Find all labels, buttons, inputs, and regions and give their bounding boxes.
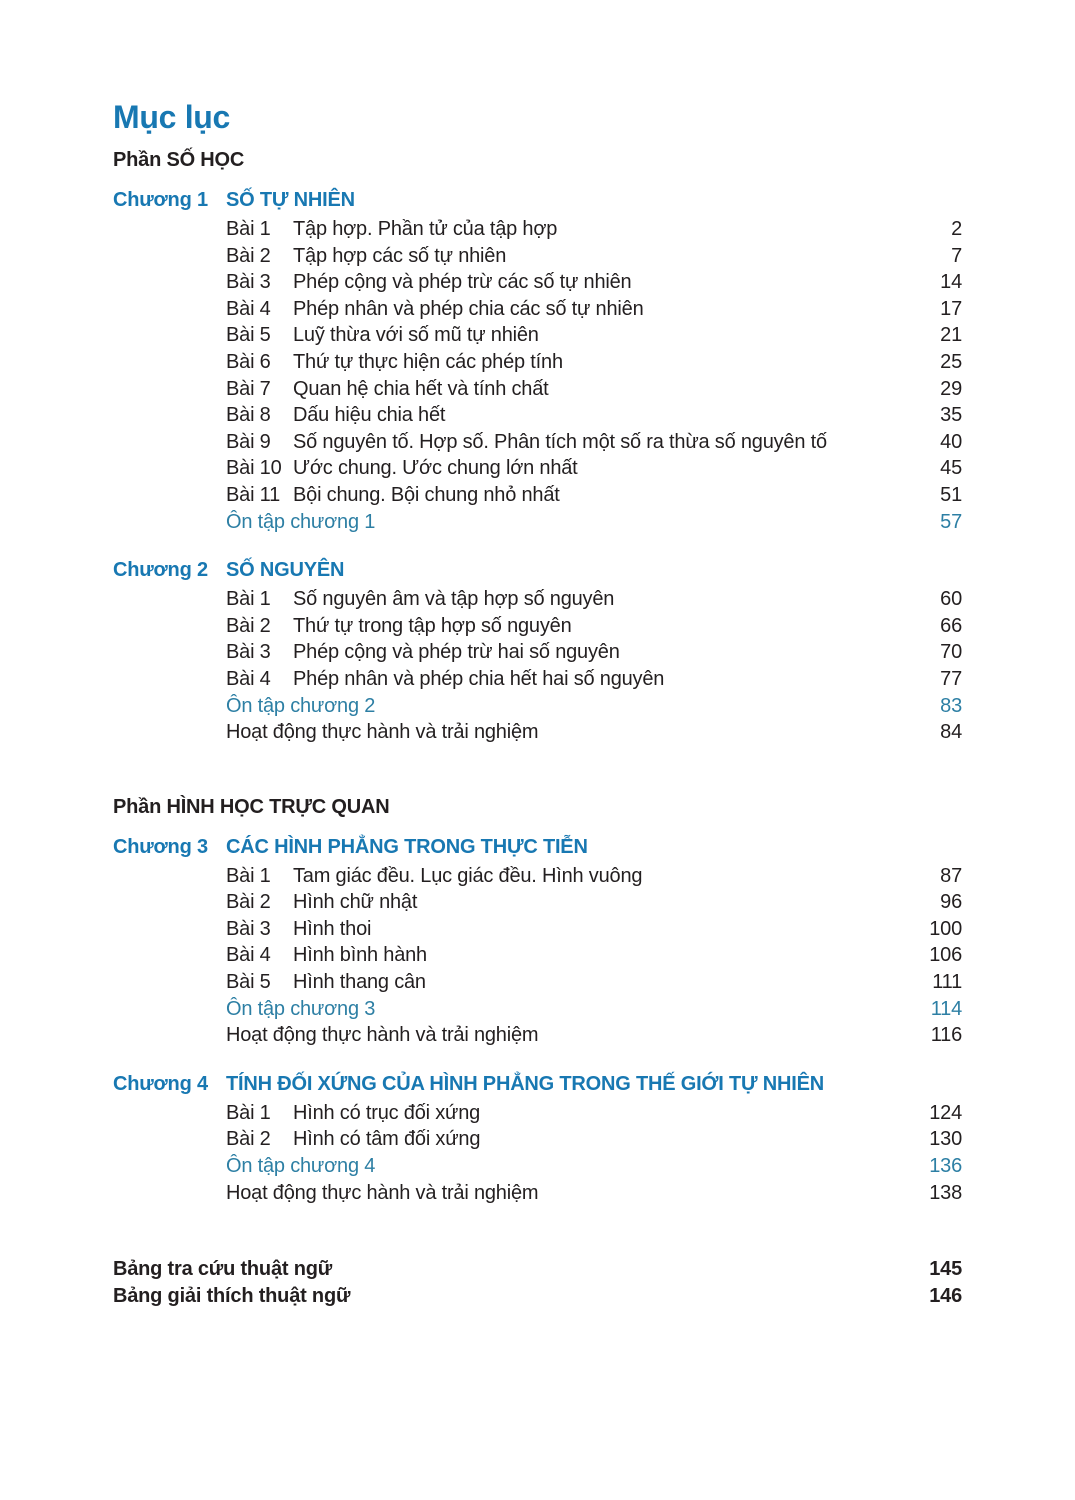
toc-row	[113, 429, 962, 456]
chapter-heading	[113, 187, 962, 214]
page-number: 111	[932, 971, 962, 994]
page-number: 114	[930, 997, 962, 1020]
toc-row	[113, 349, 962, 376]
page-number: 138	[929, 1181, 962, 1204]
lesson-number: Bài 1	[226, 588, 271, 611]
lesson-number: Bài 5	[226, 971, 271, 994]
back-matter-row	[113, 1283, 962, 1310]
back-matter-row	[113, 1256, 962, 1283]
page-number: 2	[951, 218, 962, 240]
page-number: 14	[940, 271, 962, 294]
lesson-number: Bài 4	[226, 297, 271, 320]
toc-row	[113, 719, 962, 746]
lesson-number: Bài 2	[226, 244, 271, 267]
chapter-number: Chương 2	[113, 559, 208, 582]
lesson-number: Bài 1	[226, 1101, 271, 1124]
toc-row	[113, 243, 962, 270]
lesson-title: Ôn tập chương 4	[226, 1155, 376, 1178]
page-number: 45	[940, 457, 962, 480]
lesson-title: Hoạt động thực hành và trải nghiệm	[226, 1024, 539, 1047]
lesson-number: Bài 4	[226, 667, 271, 690]
chapter-rows	[113, 863, 962, 1049]
page-number: 96	[940, 891, 962, 914]
toc-back-matter	[113, 1256, 962, 1310]
page-number: 70	[940, 641, 962, 664]
toc-row	[113, 296, 962, 323]
page-number: 29	[940, 377, 962, 400]
toc-row	[113, 586, 962, 613]
toc-row	[113, 916, 962, 943]
toc-row	[113, 376, 962, 403]
lesson-title: Quan hệ chia hết và tính chất	[293, 377, 549, 400]
page-number: 66	[940, 614, 962, 637]
lesson-title: Phép nhân và phép chia các số tự nhiên	[293, 297, 644, 320]
lesson-title: Dấu hiệu chia hết	[293, 404, 446, 427]
lesson-number: Bài 1	[226, 218, 271, 240]
toc-row	[113, 693, 962, 720]
lesson-number: Bài 7	[226, 377, 271, 400]
page-number: 60	[940, 588, 962, 611]
page-number: 51	[940, 483, 962, 506]
lesson-number: Bài 5	[226, 324, 271, 347]
lesson-number: Bài 11	[226, 483, 281, 506]
lesson-title: Phép cộng và phép trừ hai số nguyên	[293, 641, 620, 664]
lesson-number: Bài 2	[226, 614, 271, 637]
lesson-title: Tam giác đều. Lục giác đều. Hình vuông	[293, 864, 643, 887]
lesson-title: Luỹ thừa với số mũ tự nhiên	[293, 324, 539, 347]
toc-row	[113, 322, 962, 349]
chapter-section	[113, 557, 962, 746]
lesson-title: Hình có trục đối xứng	[293, 1101, 481, 1124]
page-number: 106	[929, 944, 962, 967]
chapter-number: Chương 3	[113, 835, 208, 858]
toc-row	[113, 1153, 962, 1180]
lesson-number: Bài 6	[226, 350, 271, 373]
lesson-number: Bài 10	[226, 457, 282, 480]
toc-row	[113, 1126, 962, 1153]
lesson-title: Số nguyên tố. Hợp số. Phân tích một số ra thừa số nguyên tố	[293, 430, 827, 453]
page-number: 146	[929, 1285, 962, 1308]
lesson-number: Bài 2	[226, 891, 271, 914]
chapter-section	[113, 187, 962, 535]
page-number: 17	[940, 297, 962, 320]
toc-row	[113, 1180, 962, 1207]
chapter-heading	[113, 557, 962, 584]
chapter-title: SỐ NGUYÊN	[226, 559, 345, 582]
chapter-heading	[113, 834, 962, 861]
toc-row	[113, 942, 962, 969]
toc-row	[113, 455, 962, 482]
toc-row	[113, 1022, 962, 1049]
back-matter-title: Bảng tra cứu thuật ngữ	[113, 1258, 333, 1281]
toc-row	[113, 889, 962, 916]
page-number: 84	[940, 721, 962, 744]
lesson-title: Tập hợp. Phần tử của tập hợp	[293, 218, 558, 240]
lesson-title: Hình chữ nhật	[293, 891, 418, 914]
lesson-title: Hình thang cân	[293, 971, 426, 994]
page-number: 21	[940, 324, 962, 347]
lesson-number: Bài 9	[226, 430, 271, 453]
toc-row	[113, 666, 962, 693]
lesson-number: Bài 3	[226, 917, 271, 940]
chapter-rows	[113, 216, 962, 535]
toc-row	[113, 509, 962, 536]
chapter-number: Chương 4	[113, 1072, 208, 1095]
chapter-rows	[113, 1100, 962, 1206]
page-title: Mục lục	[113, 99, 231, 135]
toc-row	[113, 1100, 962, 1127]
part-heading: Phần HÌNH HỌC TRỰC QUAN	[113, 795, 390, 818]
toc-row	[113, 402, 962, 429]
lesson-number: Bài 3	[226, 271, 271, 294]
page-number: 87	[940, 864, 962, 887]
lesson-title: Bội chung. Bội chung nhỏ nhất	[293, 483, 560, 506]
chapter-title: TÍNH ĐỐI XỨNG CỦA HÌNH PHẲNG TRONG THẾ GIỚI TỰ NHIÊN	[226, 1072, 824, 1095]
page-number: 35	[940, 404, 962, 427]
lesson-title: Ôn tập chương 1	[226, 510, 376, 533]
page-number: 83	[940, 694, 962, 717]
lesson-title: Hình thoi	[293, 917, 372, 940]
chapter-title: SỐ TỰ NHIÊN	[226, 189, 355, 211]
lesson-title: Ôn tập chương 3	[226, 997, 376, 1020]
toc-row	[113, 613, 962, 640]
lesson-title: Thứ tự thực hiện các phép tính	[293, 350, 563, 373]
part-heading: Phần SỐ HỌC	[113, 149, 245, 171]
page-number: 145	[929, 1258, 962, 1281]
toc-row	[113, 216, 962, 243]
lesson-number: Bài 1	[226, 864, 271, 887]
page-number: 100	[929, 917, 962, 940]
lesson-number: Bài 2	[226, 1128, 271, 1151]
page-number: 77	[940, 667, 962, 690]
lesson-title: Phép nhân và phép chia hết hai số nguyên	[293, 667, 665, 690]
lesson-title: Hình bình hành	[293, 944, 427, 967]
lesson-number: Bài 3	[226, 641, 271, 664]
chapter-section	[113, 834, 962, 1049]
toc-sections	[113, 147, 962, 1206]
lesson-title: Hoạt động thực hành và trải nghiệm	[226, 721, 539, 744]
page-number: 25	[940, 350, 962, 373]
chapter-number: Chương 1	[113, 189, 208, 211]
toc-row	[113, 969, 962, 996]
page-number: 57	[940, 510, 962, 533]
lesson-title: Số nguyên âm và tập hợp số nguyên	[293, 588, 615, 611]
page-number: 136	[929, 1155, 962, 1178]
page-number: 40	[940, 430, 962, 453]
lesson-title: Thứ tự trong tập hợp số nguyên	[293, 614, 572, 637]
page-number: 124	[929, 1101, 962, 1124]
lesson-title: Tập hợp các số tự nhiên	[293, 244, 507, 267]
chapter-rows	[113, 586, 962, 746]
toc-row	[113, 639, 962, 666]
toc-page	[113, 98, 962, 1310]
back-matter-title: Bảng giải thích thuật ngữ	[113, 1285, 351, 1308]
chapter-heading	[113, 1071, 962, 1098]
toc-row	[113, 863, 962, 890]
toc-row	[113, 482, 962, 509]
chapter-section	[113, 1071, 962, 1206]
toc-row	[113, 269, 962, 296]
lesson-number: Bài 8	[226, 404, 271, 427]
page-number: 116	[930, 1024, 962, 1047]
page-number: 7	[951, 244, 962, 267]
chapter-title: CÁC HÌNH PHẲNG TRONG THỰC TIỄN	[226, 835, 588, 858]
lesson-title: Hoạt động thực hành và trải nghiệm	[226, 1181, 539, 1204]
page-number: 130	[929, 1128, 962, 1151]
lesson-title: Phép cộng và phép trừ các số tự nhiên	[293, 271, 632, 294]
lesson-title: Hình có tâm đối xứng	[293, 1128, 481, 1151]
toc-row	[113, 996, 962, 1023]
lesson-title: Ôn tập chương 2	[226, 694, 376, 717]
lesson-title: Ước chung. Ước chung lớn nhất	[293, 457, 578, 480]
lesson-number: Bài 4	[226, 944, 271, 967]
